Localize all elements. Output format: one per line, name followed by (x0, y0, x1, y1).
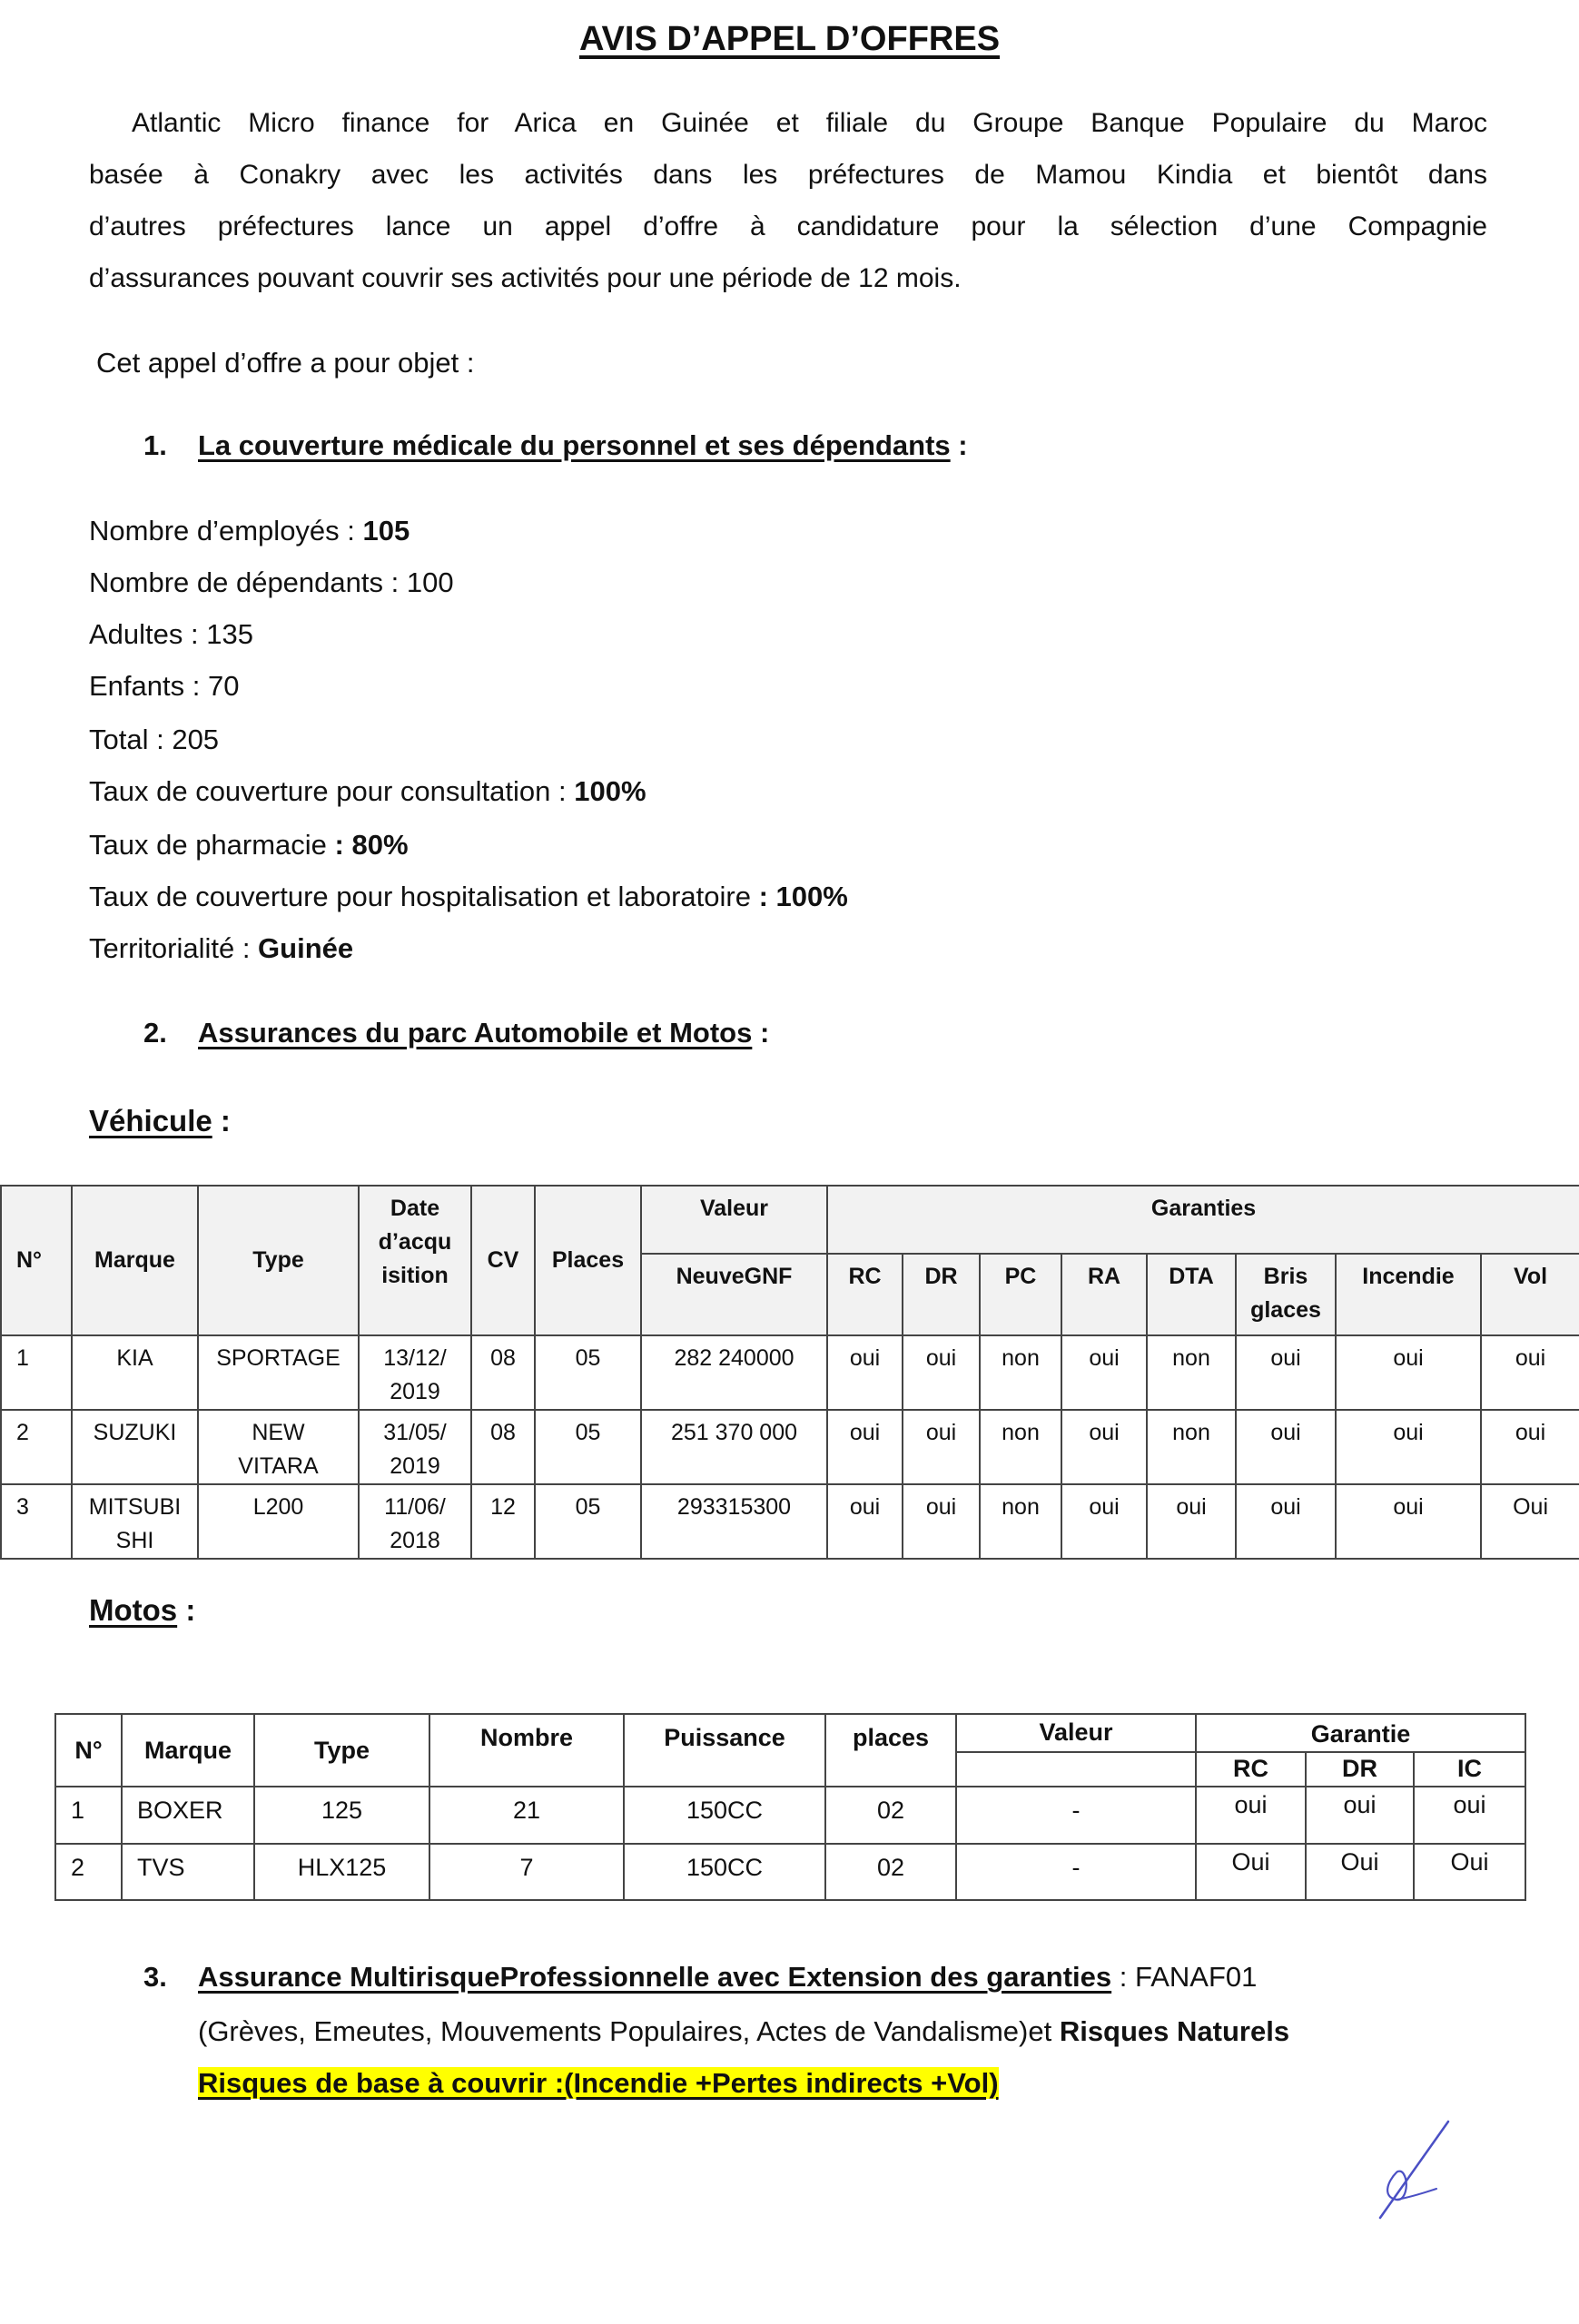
date-header-line: Date (390, 1196, 440, 1221)
moto-cell-puissance: 150CC (624, 1787, 825, 1844)
medical-item (89, 932, 353, 965)
moto-cell-rc: Oui (1196, 1844, 1306, 1900)
section-3-number: 3. (143, 1961, 167, 1993)
medical-item-label: Nombre d’employés : (89, 515, 363, 547)
vehicles-table (0, 1185, 1579, 1560)
moto-col-header-marque: Marque (122, 1714, 254, 1787)
col-header-valeur: Valeur (641, 1186, 827, 1254)
cell-type: SPORTAGE (198, 1335, 359, 1410)
moto-cell-marque: TVS (122, 1844, 254, 1900)
cell-bris-glaces: oui (1236, 1335, 1336, 1410)
table-row (55, 1787, 1525, 1844)
col-header-incendie: Incendie (1336, 1254, 1481, 1335)
moto-cell-type: 125 (254, 1787, 429, 1844)
cell-vol: oui (1481, 1410, 1579, 1484)
moto-cell-places: 02 (825, 1787, 956, 1844)
col-header-vol: Vol (1481, 1254, 1579, 1335)
moto-cell-puissance: 150CC (624, 1844, 825, 1900)
vehicles-label-text: Véhicule (89, 1104, 212, 1137)
cell-cv: 12 (471, 1484, 535, 1559)
medical-item (89, 881, 848, 913)
section-1-heading (143, 429, 968, 462)
cell-rc: oui (827, 1410, 903, 1484)
medical-item (89, 724, 219, 756)
motos-table (54, 1713, 1526, 1901)
section-3-highlight (198, 2067, 999, 2100)
medical-item-value: 105 (362, 515, 410, 547)
col-header-type: Type (198, 1186, 359, 1335)
col-header-cv: CV (471, 1186, 535, 1335)
moto-cell-ic: Oui (1414, 1844, 1525, 1900)
signature-icon (1362, 2111, 1480, 2229)
moto-col-header-puissance: Puissance (624, 1714, 825, 1787)
medical-item-value: 100% (574, 775, 646, 807)
section-3-line-2-text: (Grèves, Emeutes, Mouvements Populaires, Actes de Vandalisme)et (198, 2015, 1060, 2047)
medical-item-value: 205 (172, 724, 220, 755)
cell-marque: KIA (72, 1335, 198, 1410)
moto-cell-valeur: - (956, 1844, 1196, 1900)
moto-col-header-valeur-empty (956, 1752, 1196, 1787)
vehicles-label-suffix: : (212, 1104, 231, 1137)
cell-num: 3 (1, 1484, 72, 1559)
moto-cell-nombre: 7 (429, 1844, 624, 1900)
intro-line-2: basée à Conakry avec les activités dans les préfectures de Mamou Kindia et bientôt dans (89, 160, 1487, 190)
cell-valeur: 282 240000 (641, 1335, 827, 1410)
cell-date-line: 2019 (390, 1453, 440, 1479)
cell-incendie: oui (1336, 1335, 1481, 1410)
cell-date (359, 1410, 471, 1484)
col-header-garanties: Garanties (827, 1186, 1579, 1254)
cell-places: 05 (535, 1484, 641, 1559)
col-header-marque: Marque (72, 1186, 198, 1335)
cell-dr: oui (903, 1410, 980, 1484)
object-intro: Cet appel d’offre a pour objet : (96, 347, 475, 379)
cell-marque-line: MITSUBI (88, 1494, 182, 1520)
medical-item-value: 100 (406, 566, 454, 598)
date-header-line: d’acqu (378, 1229, 452, 1255)
table-row (1, 1335, 1579, 1410)
intro-line-3: d’autres préfectures lance un appel d’offre à candidature pour la sélection d’une Compagnie (89, 212, 1487, 241)
col-header-ra: RA (1061, 1254, 1147, 1335)
cell-dta: oui (1147, 1484, 1236, 1559)
moto-col-header-num: N° (55, 1714, 122, 1787)
medical-item-label: Adultes : (89, 618, 207, 650)
cell-ra: oui (1061, 1484, 1147, 1559)
cell-rc: oui (827, 1335, 903, 1410)
cell-ra: oui (1061, 1410, 1147, 1484)
cell-type-line: NEW (252, 1420, 305, 1445)
cell-dr: oui (903, 1484, 980, 1559)
cell-pc: non (980, 1410, 1061, 1484)
cell-dr: oui (903, 1335, 980, 1410)
intro-line-1: Atlantic Micro finance for Arica en Guinée et filiale du Groupe Banque Populaire du Maroc (132, 108, 1487, 138)
moto-cell-dr: oui (1306, 1787, 1414, 1844)
moto-cell-places: 02 (825, 1844, 956, 1900)
moto-cell-rc: oui (1196, 1787, 1306, 1844)
cell-marque-line: SHI (115, 1528, 154, 1553)
table-row (55, 1844, 1525, 1900)
cell-ra: oui (1061, 1335, 1147, 1410)
section-3-line-2 (198, 2015, 1289, 2048)
col-header-dta: DTA (1147, 1254, 1236, 1335)
cell-rc: oui (827, 1484, 903, 1559)
cell-type-line: VITARA (238, 1453, 319, 1479)
cell-vol: oui (1481, 1335, 1579, 1410)
cell-vol: Oui (1481, 1484, 1579, 1559)
cell-type (198, 1410, 359, 1484)
section-3-title: Assurance MultirisqueProfessionnelle avec Extension des garanties (198, 1961, 1112, 1993)
cell-date-line: 11/06/ (384, 1494, 446, 1520)
table-row (1, 1484, 1579, 1559)
moto-cell-dr: Oui (1306, 1844, 1414, 1900)
cell-pc: non (980, 1484, 1061, 1559)
section-2-suffix: : (752, 1017, 770, 1049)
moto-col-header-dr: DR (1306, 1752, 1414, 1787)
cell-incendie: oui (1336, 1484, 1481, 1559)
medical-item-value: : 100% (758, 881, 848, 912)
moto-cell-num: 2 (55, 1844, 122, 1900)
cell-type: L200 (198, 1484, 359, 1559)
cell-date (359, 1484, 471, 1559)
medical-item (89, 775, 646, 808)
table-row (1, 1410, 1579, 1484)
cell-valeur: 293315300 (641, 1484, 827, 1559)
col-header-date (359, 1186, 471, 1335)
cell-date-line: 31/05/ (383, 1420, 447, 1445)
document-title (0, 20, 1579, 59)
moto-col-header-valeur: Valeur (956, 1714, 1196, 1752)
medical-item-label: Total : (89, 724, 173, 755)
moto-cell-ic: oui (1414, 1787, 1525, 1844)
cell-num: 2 (1, 1410, 72, 1484)
cell-marque (72, 1484, 198, 1559)
medical-item-label: Territorialité : (89, 932, 259, 964)
cell-pc: non (980, 1335, 1061, 1410)
moto-cell-nombre: 21 (429, 1787, 624, 1844)
moto-cell-num: 1 (55, 1787, 122, 1844)
document-title-text: AVIS D’APPEL D’OFFRES (578, 20, 1001, 58)
cell-marque: SUZUKI (72, 1410, 198, 1484)
section-3-heading (143, 1961, 1257, 1994)
medical-item-label: Taux de couverture pour hospitalisation et laboratoire (89, 881, 759, 912)
section-3-highlight-text: Risques de base à couvrir :(Incendie +Pertes indirects +Vol) (198, 2067, 999, 2099)
moto-cell-valeur: - (956, 1787, 1196, 1844)
cell-dta: non (1147, 1335, 1236, 1410)
medical-item (89, 618, 253, 651)
date-header-line: isition (381, 1263, 449, 1288)
cell-num: 1 (1, 1335, 72, 1410)
cell-bris-glaces: oui (1236, 1410, 1336, 1484)
section-3-line-2-bold: Risques Naturels (1059, 2015, 1290, 2047)
medical-item-label: Nombre de dépendants : (89, 566, 407, 598)
motos-label-text: Motos (89, 1593, 178, 1627)
col-header-num: N° (1, 1186, 72, 1335)
moto-col-header-ic: IC (1414, 1752, 1525, 1787)
cell-date (359, 1335, 471, 1410)
col-header-places: Places (535, 1186, 641, 1335)
cell-date-line: 2019 (390, 1379, 440, 1404)
section-1-title: La couverture médicale du personnel et ses dépendants (198, 429, 951, 461)
cell-incendie: oui (1336, 1410, 1481, 1484)
medical-item-value: 70 (207, 670, 240, 702)
vehicles-label (89, 1104, 231, 1138)
motos-label-suffix: : (177, 1593, 196, 1627)
cell-cv: 08 (471, 1335, 535, 1410)
medical-item-value: : 80% (334, 829, 409, 861)
moto-col-header-rc: RC (1196, 1752, 1306, 1787)
medical-item-value: Guinée (258, 932, 354, 964)
medical-item-label: Taux de pharmacie (89, 829, 335, 861)
section-3-tail: : FANAF01 (1111, 1961, 1258, 1993)
cell-bris-glaces: oui (1236, 1484, 1336, 1559)
col-header-rc: RC (827, 1254, 903, 1335)
cell-cv: 08 (471, 1410, 535, 1484)
moto-col-header-nombre: Nombre (429, 1714, 624, 1787)
intro-line-4: d’assurances pouvant couvrir ses activités pour une période de 12 mois. (89, 263, 962, 293)
moto-col-header-places: places (825, 1714, 956, 1787)
moto-col-header-garantie: Garantie (1196, 1714, 1525, 1752)
cell-date-line: 13/12/ (383, 1345, 447, 1371)
section-1-suffix: : (950, 429, 968, 461)
moto-cell-type: HLX125 (254, 1844, 429, 1900)
col-header-dr: DR (903, 1254, 980, 1335)
cell-valeur: 251 370 000 (641, 1410, 827, 1484)
moto-col-header-type: Type (254, 1714, 429, 1787)
medical-item (89, 566, 454, 599)
medical-item (89, 515, 410, 547)
section-2-number: 2. (143, 1017, 167, 1049)
section-1-number: 1. (143, 429, 167, 461)
medical-item-value: 135 (206, 618, 253, 650)
motos-label (89, 1593, 195, 1628)
medical-item-label: Taux de couverture pour consultation : (89, 775, 575, 807)
col-header-pc: PC (980, 1254, 1061, 1335)
cell-places: 05 (535, 1410, 641, 1484)
moto-cell-marque: BOXER (122, 1787, 254, 1844)
section-2-heading (143, 1017, 769, 1049)
cell-date-line: 2018 (390, 1528, 440, 1553)
medical-item (89, 829, 409, 862)
medical-item (89, 670, 239, 703)
section-2-title: Assurances du parc Automobile et Motos (198, 1017, 753, 1049)
cell-places: 05 (535, 1335, 641, 1410)
col-header-bris-glaces: Bris glaces (1236, 1254, 1336, 1335)
medical-item-label: Enfants : (89, 670, 208, 702)
col-header-valeur-neuve: NeuveGNF (641, 1254, 827, 1335)
cell-dta: non (1147, 1410, 1236, 1484)
